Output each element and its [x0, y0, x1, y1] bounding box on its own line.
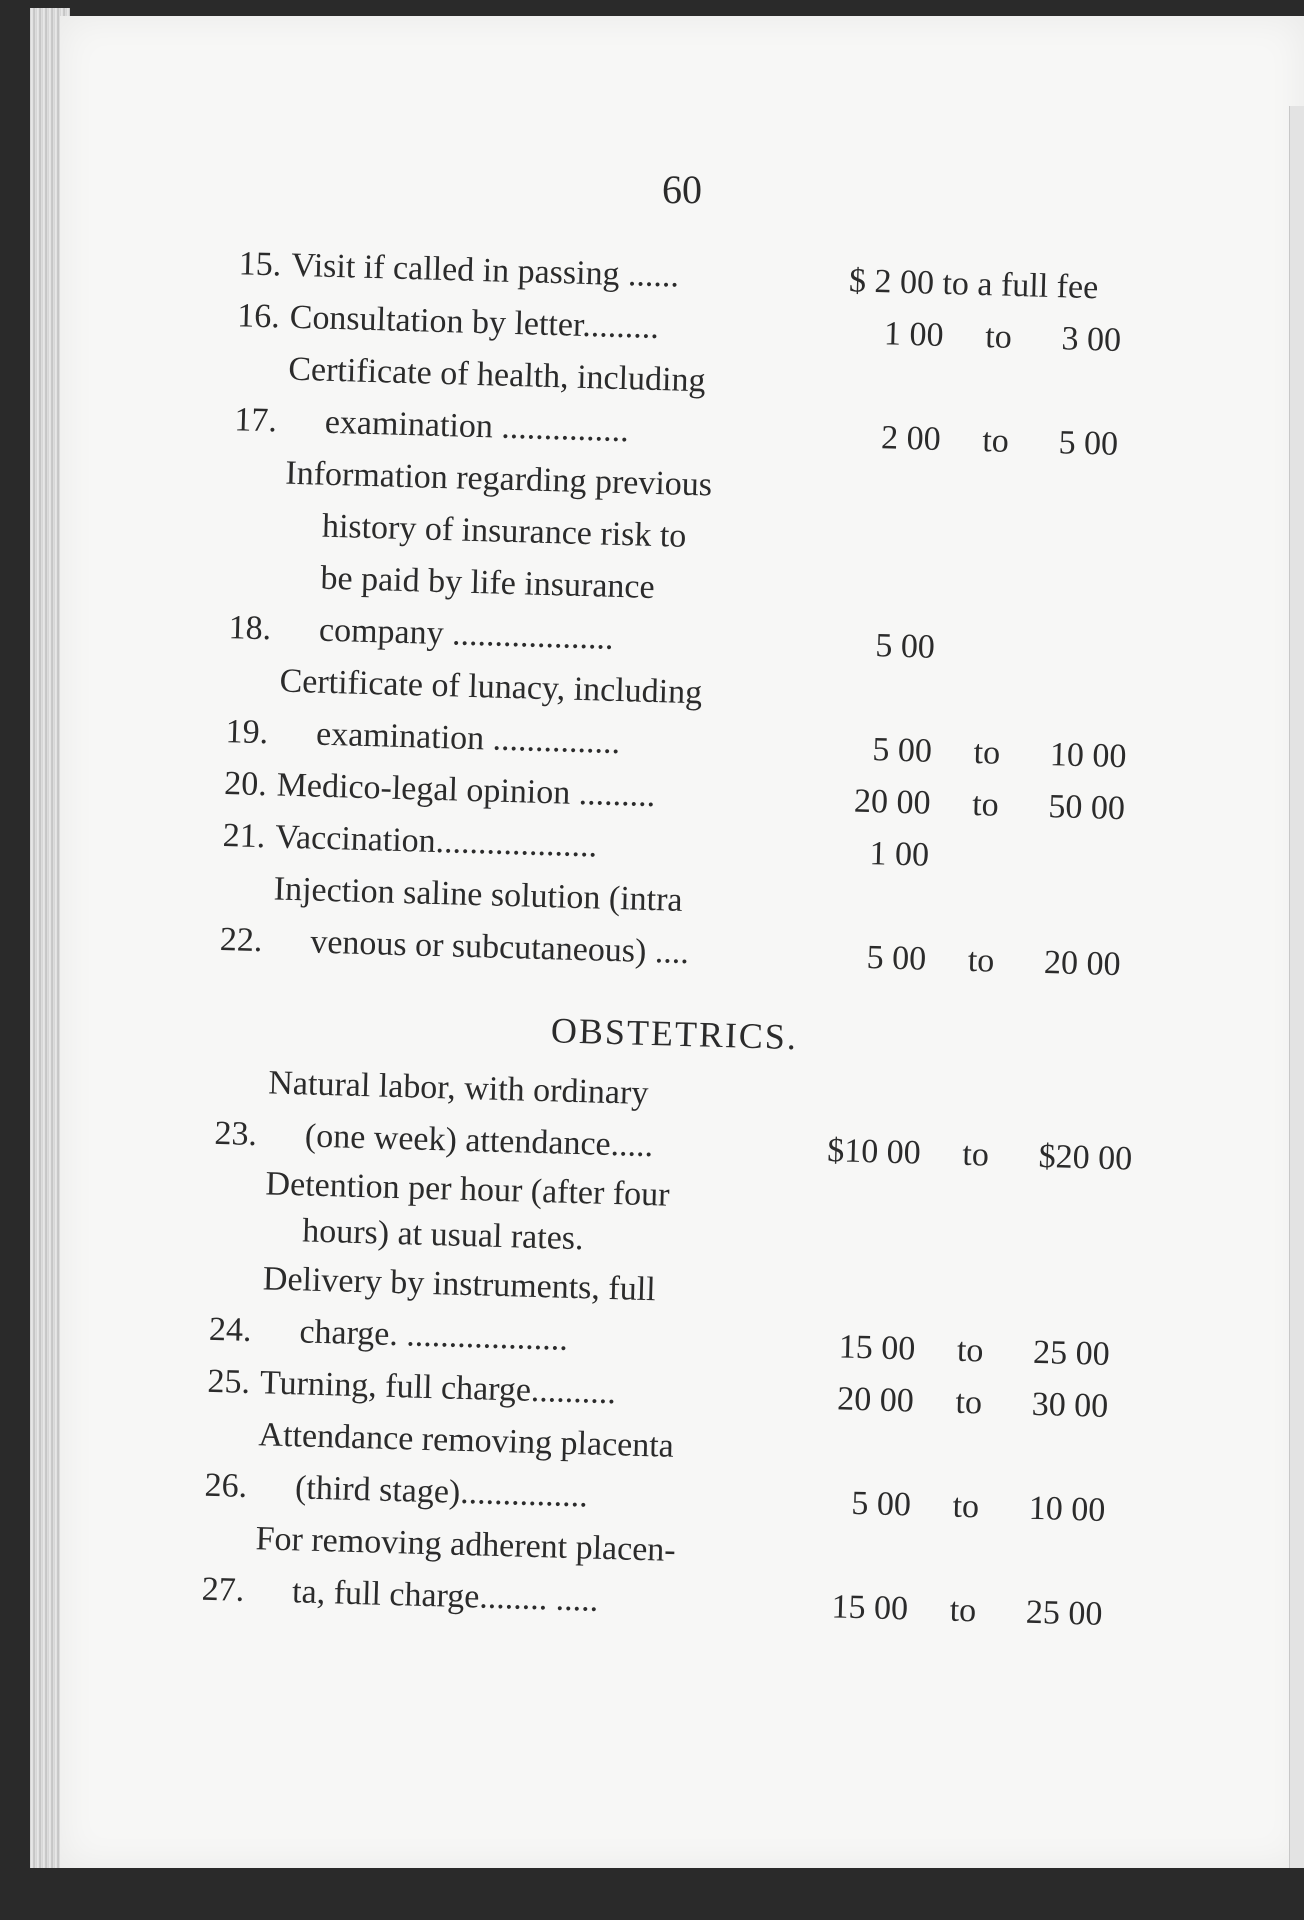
fee-schedule — [192, 238, 1230, 1643]
fee-to: 5 00 — [1058, 424, 1119, 463]
page-edge — [1289, 106, 1304, 1896]
entry-number: 18. — [228, 609, 272, 648]
entry-number: 22. — [219, 920, 263, 960]
fee-to: 50 00 — [1047, 788, 1126, 828]
description-line: charge. ................... — [298, 1313, 569, 1358]
fee-to-word: to — [961, 1135, 990, 1174]
entry-description — [277, 656, 808, 775]
fee-entry — [218, 446, 1223, 682]
fee-from: 2 00 — [880, 419, 942, 458]
note-line: hours) at usual rates. — [301, 1212, 585, 1258]
entry-description — [280, 448, 814, 671]
entry-number: 16. — [236, 297, 281, 336]
entry-description — [261, 1253, 792, 1372]
description-line: examination ............... — [315, 715, 621, 762]
description-line: ta, full charge........ ..... — [291, 1573, 599, 1619]
entry-number: 25. — [207, 1362, 251, 1401]
note-line: Detention per hour (after four — [265, 1165, 671, 1214]
description-line: Certificate of lunacy, including — [279, 662, 703, 712]
fee-to: 25 00 — [1032, 1333, 1111, 1373]
fee-to: 10 00 — [1028, 1489, 1106, 1529]
entry-number: 27. — [201, 1570, 245, 1609]
description-line: history of insurance risk to — [321, 507, 687, 555]
description-line: For removing adherent placen- — [255, 1520, 677, 1569]
entry-number: 19. — [225, 713, 269, 752]
fee-to-word: to — [984, 318, 1013, 356]
fee-to: 10 00 — [1049, 736, 1127, 776]
entry-description — [272, 863, 803, 982]
description-line: Attendance removing placenta — [258, 1416, 675, 1465]
description-line: (third stage)............... — [294, 1469, 589, 1515]
description-line: Information regarding previous — [284, 454, 713, 504]
description-line: Medico-legal opinion ......... — [276, 766, 656, 815]
fee-to: 20 00 — [1043, 944, 1122, 984]
fee-to-word: to — [971, 785, 1000, 824]
fee-from: 15 00 — [838, 1328, 916, 1368]
entry-number: 15. — [238, 245, 282, 284]
description-line: Delivery by instruments, full — [262, 1260, 657, 1309]
description-line: Consultation by letter......... — [289, 298, 660, 347]
scan-background — [0, 1868, 1304, 1920]
fee-from: 20 00 — [836, 1380, 915, 1420]
fee-to-word: to — [967, 941, 995, 980]
entry-number: 21. — [222, 817, 266, 856]
fee-entries-general — [210, 238, 1230, 994]
fee-to: 30 00 — [1031, 1385, 1109, 1425]
description-line: Injection saline solution (intra — [273, 870, 684, 919]
fee-to-word: to — [956, 1331, 984, 1370]
description-line: Visit if called in passing ...... — [290, 246, 680, 295]
entry-number: 17. — [233, 401, 278, 440]
entry-number: 24. — [208, 1310, 253, 1350]
description-line: Natural labor, with ordinary — [267, 1064, 649, 1113]
description-line: Turning, full charge.......... — [259, 1364, 617, 1412]
description-line: venous or subcutaneous) .... — [309, 923, 690, 972]
fee-from: 1 00 — [883, 315, 945, 354]
fee-to-word: to — [949, 1591, 977, 1630]
fee-from: 5 00 — [850, 1484, 912, 1524]
description-line: Vaccination................... — [274, 818, 598, 865]
fee-to-word: to — [981, 422, 1010, 460]
fee-entries-obstetrics-continued — [192, 1252, 1202, 1644]
fee-from: 15 00 — [830, 1588, 909, 1628]
fee-to: 25 00 — [1025, 1593, 1103, 1633]
entry-description — [253, 1513, 784, 1632]
fee-amount: $ 2 00 to a full fee — [848, 262, 1099, 307]
entry-number: 20. — [223, 765, 268, 804]
description-line: examination ............... — [324, 403, 630, 450]
book-page — [60, 16, 1304, 1868]
entry-number: 23. — [213, 1114, 258, 1154]
entry-description — [286, 344, 817, 463]
description-line: company ................... — [318, 611, 615, 657]
description-line: be paid by life insurance — [320, 559, 656, 606]
fee-to-word: to — [952, 1487, 980, 1526]
fee-from: 20 00 — [853, 782, 932, 822]
description-line: (one week) attendance..... — [304, 1117, 654, 1165]
fee-from: $10 00 — [826, 1132, 922, 1172]
fee-from: 5 00 — [871, 731, 933, 770]
entry-number: 26. — [204, 1466, 248, 1505]
fee-to-word: to — [973, 733, 1001, 772]
fee-from: 5 00 — [874, 627, 936, 666]
page-number: 60 — [662, 167, 702, 212]
fee-from: 1 00 — [869, 835, 930, 874]
entry-description — [256, 1409, 787, 1528]
fee-from: 5 00 — [866, 939, 927, 978]
entry-description — [266, 1057, 797, 1176]
fee-to-word: to — [955, 1383, 983, 1422]
description-line: Certificate of health, including — [287, 350, 707, 400]
fee-to: 3 00 — [1060, 320, 1122, 359]
section-heading: OBSTETRICS. — [550, 1010, 799, 1058]
fee-to: $20 00 — [1038, 1137, 1133, 1178]
